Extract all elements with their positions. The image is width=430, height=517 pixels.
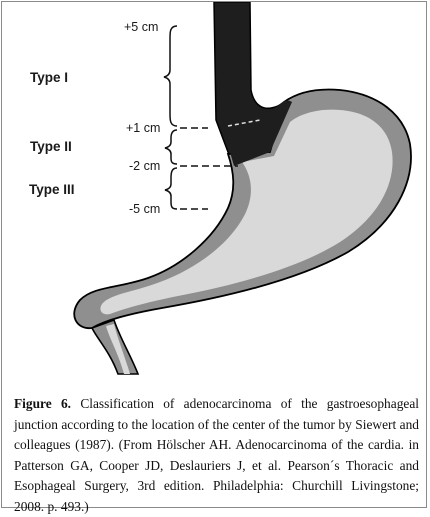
figure-frame <box>1 1 427 514</box>
marker-minus-2: -2 cm <box>129 159 161 173</box>
type-2-label: Type II <box>30 139 72 154</box>
figure-label: Figure 6. <box>14 396 72 411</box>
caption-text: Classification of adenocarcinoma of the gastroesophageal junction according to the location of the center of the tumor by Siewert and colleagues (1987). (From Hölscher AH. Adenocarcinoma of the cardia. in Patterson GA, Cooper JD, Deslauriers J, et al. Pearson´s Thoracic and Esophageal Surgery, 3rd edition. Philadelphia: Churchill Livingstone; 2008. p. 493.) <box>14 396 420 514</box>
brace-type-1 <box>164 26 177 126</box>
type-1-label: Type I <box>30 70 69 85</box>
brace-type-2 <box>165 130 177 164</box>
marker-plus-1: +1 cm <box>126 121 161 135</box>
type-3-label: Type III <box>29 182 75 197</box>
brace-type-3 <box>165 168 177 209</box>
siewert-diagram <box>2 2 428 382</box>
marker-minus-5: -5 cm <box>129 202 161 216</box>
marker-plus-5: +5 cm <box>124 20 159 34</box>
figure-caption <box>14 394 419 517</box>
